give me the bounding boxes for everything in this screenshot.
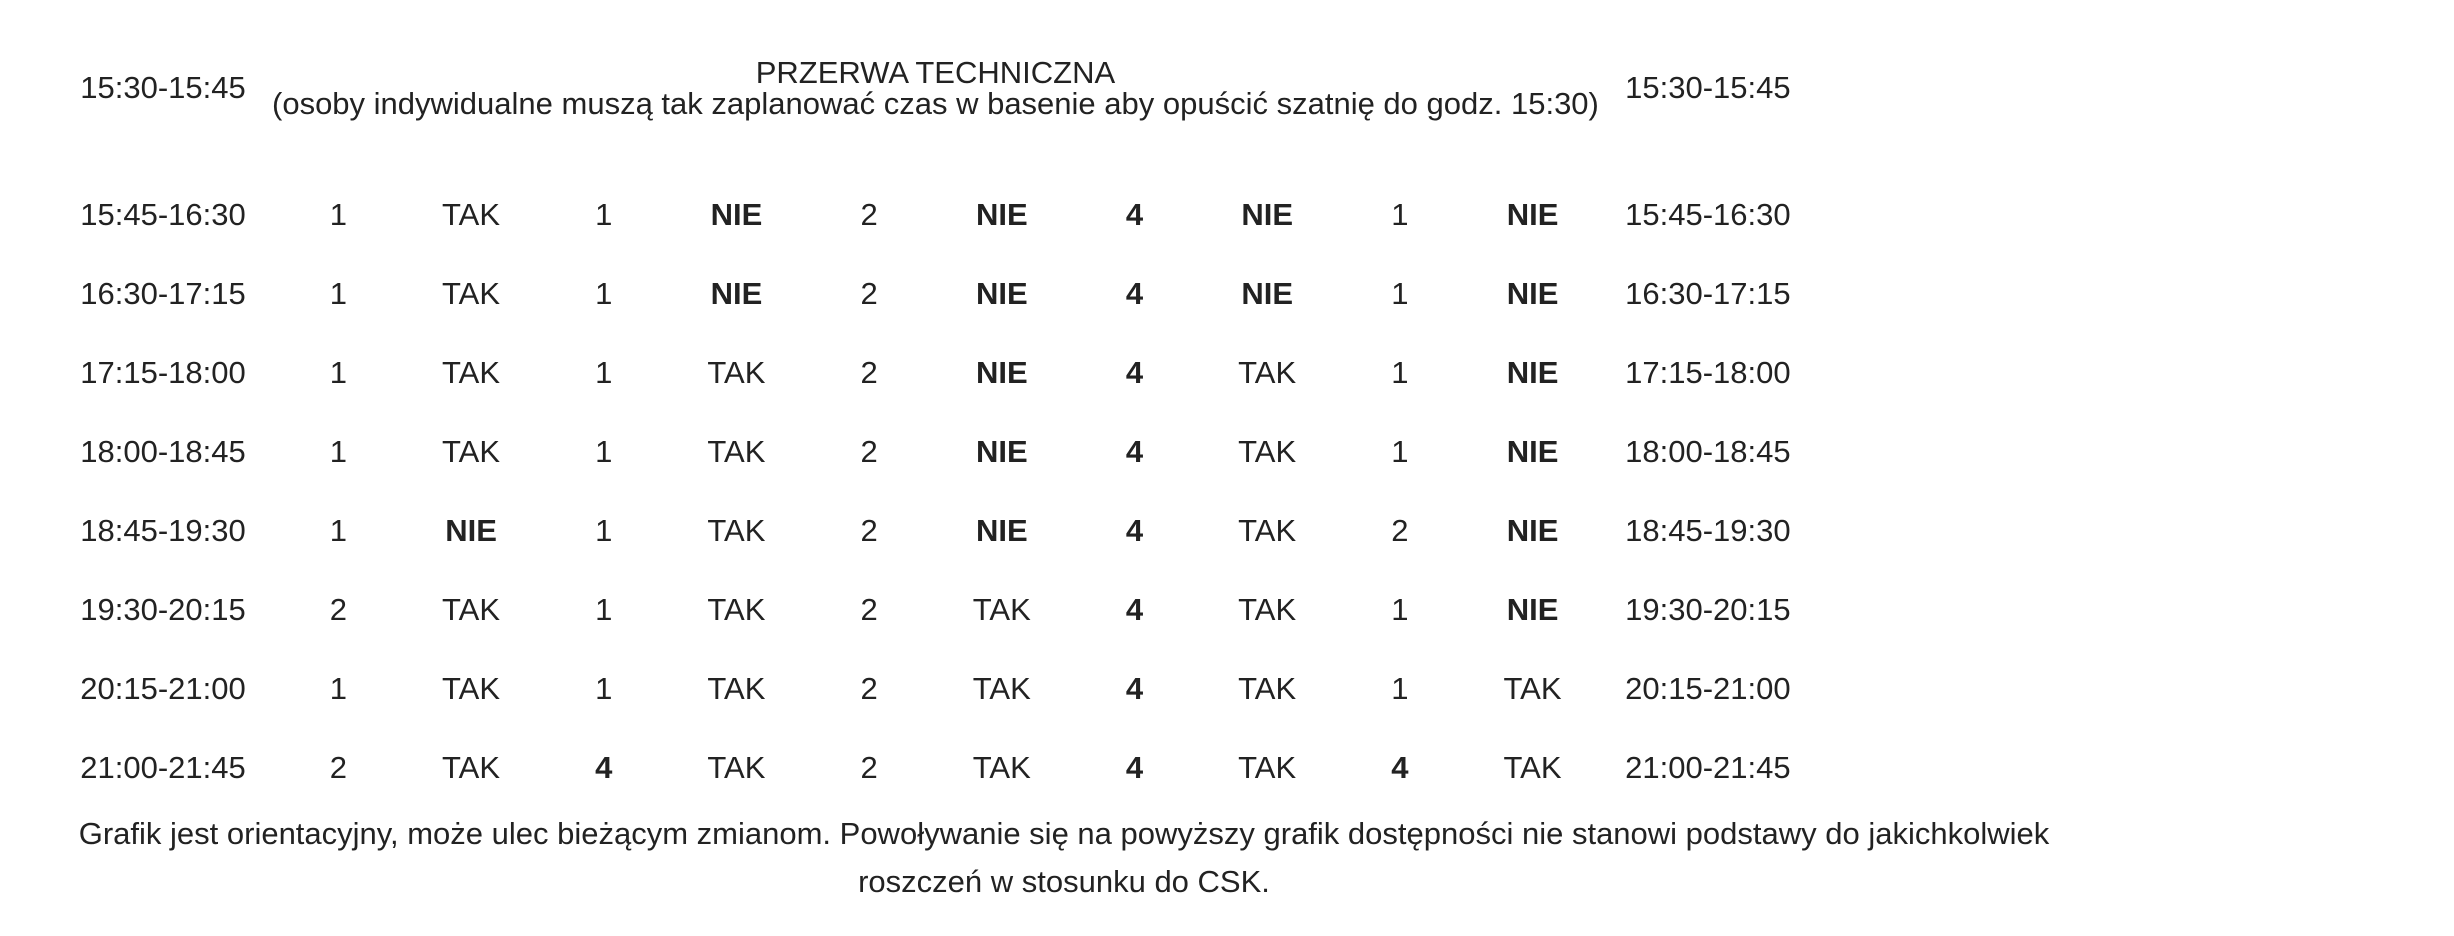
time-slot-start: 15:30-15:45: [80, 70, 246, 105]
table-cell: TAK: [972, 671, 1031, 706]
schedule-table: [54, 0, 1817, 807]
table-cell: 1: [595, 197, 613, 232]
time-slot-start: 16:30-17:15: [80, 276, 246, 311]
table-cell: NIE: [975, 434, 1028, 469]
table-cell: 1: [329, 434, 347, 469]
table-cell: NIE: [975, 276, 1028, 311]
table-cell: 2: [1391, 513, 1409, 548]
table-cell: 1: [595, 276, 613, 311]
table-cell: 1: [595, 434, 613, 469]
table-cell: TAK: [1238, 671, 1297, 706]
table-cell: 1: [329, 513, 347, 548]
time-slot-end: 15:45-16:30: [1625, 197, 1791, 232]
time-slot-start: 17:15-18:00: [80, 355, 246, 390]
table-cell: TAK: [972, 592, 1031, 627]
table-cell: 1: [1391, 592, 1409, 627]
time-slot-end: 21:00-21:45: [1625, 750, 1791, 785]
table-row: [54, 570, 1817, 649]
table-cell: TAK: [442, 592, 501, 627]
table-cell: NIE: [975, 197, 1028, 232]
table-cell: 1: [595, 671, 613, 706]
table-cell: NIE: [975, 513, 1028, 548]
table-cell: 2: [860, 671, 878, 706]
table-cell: NIE: [1506, 197, 1559, 232]
table-row: [54, 649, 1817, 728]
table-cell: 2: [860, 434, 878, 469]
technical-break-cell: [272, 0, 1599, 175]
table-cell: 4: [595, 750, 613, 785]
time-slot-start: 15:45-16:30: [80, 197, 246, 232]
time-slot-start: 19:30-20:15: [80, 592, 246, 627]
table-cell: 1: [1391, 197, 1409, 232]
table-cell: 2: [860, 513, 878, 548]
table-cell: NIE: [1241, 276, 1293, 311]
table-cell: TAK: [707, 750, 766, 785]
table-row: [54, 412, 1817, 491]
table-cell: 1: [1391, 355, 1409, 390]
time-slot-end: 17:15-18:00: [1625, 355, 1791, 390]
table-cell: 1: [1391, 276, 1409, 311]
table-cell: TAK: [442, 355, 501, 390]
table-row: [54, 254, 1817, 333]
table-cell: 1: [329, 197, 347, 232]
table-cell: TAK: [1238, 434, 1297, 469]
table-cell: NIE: [710, 197, 763, 232]
table-cell: 2: [860, 276, 878, 311]
technical-break-row: [54, 0, 1817, 175]
time-slot-end: 18:45-19:30: [1625, 513, 1791, 548]
table-cell: 1: [329, 276, 347, 311]
table-cell: 1: [1391, 434, 1409, 469]
table-cell: NIE: [975, 355, 1028, 390]
table-cell: TAK: [1503, 671, 1562, 706]
table-cell: 2: [860, 592, 878, 627]
table-cell: TAK: [442, 276, 501, 311]
table-cell: TAK: [442, 671, 501, 706]
table-cell: 2: [329, 592, 347, 627]
time-slot-start: 18:45-19:30: [80, 513, 246, 548]
table-cell: TAK: [972, 750, 1031, 785]
table-cell: TAK: [707, 671, 766, 706]
table-cell: 1: [595, 355, 613, 390]
table-row: [54, 728, 1817, 807]
table-cell: 1: [329, 671, 347, 706]
table-cell: NIE: [1506, 355, 1559, 390]
time-slot-end: 19:30-20:15: [1625, 592, 1791, 627]
table-cell: NIE: [445, 513, 497, 548]
time-slot-start: 18:00-18:45: [80, 434, 246, 469]
table-cell: 2: [860, 355, 878, 390]
table-cell: 1: [329, 355, 347, 390]
table-cell: 4: [1125, 434, 1144, 469]
table-cell: TAK: [707, 513, 766, 548]
time-slot-end: 20:15-21:00: [1625, 671, 1791, 706]
table-cell: TAK: [1238, 513, 1297, 548]
table-cell: 4: [1125, 671, 1144, 706]
table-cell: NIE: [710, 276, 763, 311]
table-row: [54, 175, 1817, 254]
table-cell: 2: [860, 197, 878, 232]
table-cell: NIE: [1506, 513, 1559, 548]
table-row: [54, 491, 1817, 570]
table-cell: TAK: [1238, 750, 1297, 785]
table-cell: 1: [595, 592, 613, 627]
table-cell: 4: [1125, 197, 1144, 232]
table-cell: TAK: [707, 592, 766, 627]
table-cell: TAK: [707, 355, 766, 390]
table-cell: NIE: [1506, 434, 1559, 469]
availability-schedule: [54, 0, 2054, 807]
table-cell: TAK: [1238, 592, 1297, 627]
table-cell: 1: [595, 513, 613, 548]
disclaimer-note: Grafik jest orientacyjny, może ulec bieżącym zmianom. Powoływanie się na powyższy grafik dostępności nie stanowi podstawy do jakichkolwiek roszczeń w stosunku do CSK.: [78, 816, 2050, 899]
table-cell: 2: [329, 750, 347, 785]
time-slot-start: 20:15-21:00: [80, 671, 246, 706]
table-cell: 4: [1125, 750, 1144, 785]
table-cell: 2: [860, 750, 878, 785]
table-cell: TAK: [1503, 750, 1562, 785]
time-slot-end: 18:00-18:45: [1625, 434, 1791, 469]
table-cell: NIE: [1241, 197, 1293, 232]
table-cell: TAK: [442, 750, 501, 785]
time-slot-end: 15:30-15:45: [1625, 70, 1791, 105]
table-cell: 1: [1391, 671, 1409, 706]
time-slot-start: 21:00-21:45: [80, 750, 246, 785]
table-cell: NIE: [1506, 276, 1559, 311]
table-row: [54, 333, 1817, 412]
table-cell: NIE: [1506, 592, 1559, 627]
table-cell: TAK: [707, 434, 766, 469]
table-cell: 4: [1125, 513, 1144, 548]
table-cell: 4: [1125, 355, 1144, 390]
table-cell: 4: [1125, 276, 1144, 311]
table-cell: 4: [1391, 750, 1409, 785]
table-cell: TAK: [1238, 355, 1297, 390]
time-slot-end: 16:30-17:15: [1625, 276, 1791, 311]
table-cell: TAK: [442, 434, 501, 469]
technical-break-note: (osoby indywidualne muszą tak zaplanować czas w basenie aby opuścić szatnię do godz. 15:30): [272, 85, 1599, 121]
technical-break-title: PRZERWA TECHNICZNA: [755, 54, 1116, 90]
table-cell: TAK: [442, 197, 501, 232]
table-cell: 4: [1125, 592, 1144, 627]
